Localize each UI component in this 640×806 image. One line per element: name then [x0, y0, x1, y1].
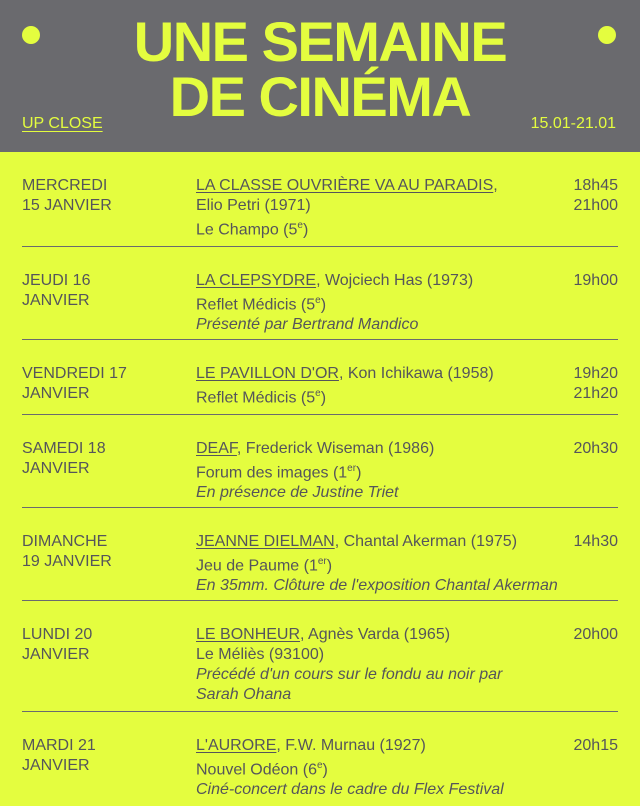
event-times — [574, 736, 619, 756]
event-note: Présenté par Bertrand Mandico — [196, 316, 419, 334]
event-venue: Forum des images (1er) — [196, 463, 362, 482]
event-list — [22, 152, 618, 806]
event-note: Sarah Ohana — [196, 686, 292, 703]
event-time: 20h15 — [573, 737, 618, 754]
event-note: Ciné-concert dans le cadre du Flex Festival — [196, 781, 504, 799]
event-day — [22, 625, 172, 665]
event-day — [22, 439, 172, 479]
event-day-line: SAMEDI 18 — [22, 440, 106, 457]
event-day-line: LUNDI 20 — [22, 626, 93, 643]
event-venue: Reflet Médicis (5e) — [196, 388, 327, 407]
event-title-line — [196, 364, 556, 384]
event-day — [22, 364, 172, 404]
event-venue: Jeu de Paume (1er) — [196, 556, 333, 575]
event-info — [196, 271, 556, 335]
film-title-link[interactable]: DEAF — [196, 440, 237, 457]
event-venue: Reflet Médicis (5e) — [196, 295, 327, 314]
event-title-line — [196, 439, 556, 459]
event-row — [22, 247, 618, 340]
event-note: Précédé d'un cours sur le fondu au noir par — [196, 666, 503, 683]
event-day-line: JANVIER — [22, 385, 90, 402]
film-director: , F.W. Murnau (1927) — [276, 737, 426, 754]
event-title-line — [196, 625, 556, 645]
event-times — [574, 364, 619, 404]
event-venue: Nouvel Odéon (6e) — [196, 760, 328, 779]
event-day-line: JANVIER — [22, 646, 90, 663]
event-info — [196, 364, 556, 408]
film-title-link[interactable]: LE PAVILLON D'OR — [196, 365, 339, 382]
event-note: En 35mm. Clôture de l'exposition Chantal Akerman — [196, 577, 558, 595]
film-title-link[interactable]: LE BONHEUR — [196, 626, 301, 643]
event-note: En présence de Justine Triet — [196, 484, 399, 502]
event-row — [22, 152, 618, 247]
event-times — [574, 625, 619, 645]
event-times — [574, 439, 619, 459]
event-info — [196, 439, 556, 503]
event-row — [22, 340, 618, 415]
date-range: 15.01-21.01 — [530, 115, 616, 132]
event-time: 18h45 — [573, 177, 618, 194]
event-time: 20h30 — [573, 440, 618, 457]
event-day-line: 19 JANVIER — [22, 553, 112, 570]
event-venue: Le Méliès (93100) — [196, 646, 325, 663]
event-times — [574, 271, 619, 291]
event-day-line: MERCREDI — [22, 177, 108, 194]
title-line-1: UNE SEMAINE — [133, 10, 507, 73]
event-time: 20h00 — [573, 626, 618, 643]
film-title-link[interactable]: LA CLEPSYDRE — [196, 272, 317, 289]
event-day-line: 15 JANVIER — [22, 197, 112, 214]
event-title-line — [196, 271, 556, 291]
event-day — [22, 271, 172, 311]
event-title-line — [196, 736, 556, 756]
film-director: , Agnès Varda (1965) — [300, 626, 451, 643]
event-row — [22, 601, 618, 712]
event-time: 21h00 — [573, 197, 618, 214]
event-info — [196, 625, 556, 705]
event-day — [22, 176, 172, 216]
film-director: , Frederick Wiseman (1986) — [236, 440, 435, 457]
event-time: 14h30 — [573, 533, 618, 550]
event-day-line: JANVIER — [22, 460, 90, 477]
event-title-line — [196, 532, 556, 552]
event-day-line: JANVIER — [22, 292, 90, 309]
event-day-line: DIMANCHE — [22, 533, 108, 550]
event-day-line: MARDI 21 — [22, 737, 96, 754]
event-info — [196, 176, 556, 240]
film-director: , — [493, 177, 498, 194]
film-director: Elio Petri (1971) — [196, 197, 311, 214]
event-venue: Le Champo (5e) — [196, 220, 309, 239]
page-title — [0, 10, 640, 128]
event-times — [574, 176, 619, 216]
event-day — [22, 532, 172, 572]
film-director: , Kon Ichikawa (1958) — [338, 365, 494, 382]
film-title-link[interactable]: LA CLASSE OUVRIÈRE VA AU PARADIS — [196, 177, 494, 194]
film-director: , Wojciech Has (1973) — [316, 272, 474, 289]
event-day-line: JEUDI 16 — [22, 272, 91, 289]
event-day-line: JANVIER — [22, 757, 90, 774]
header — [0, 0, 640, 152]
up-close-link[interactable]: UP CLOSE — [22, 115, 103, 132]
event-day-line: VENDREDI 17 — [22, 365, 127, 382]
film-director: , Chantal Akerman (1975) — [334, 533, 518, 550]
title-line-2: DE CINÉMA — [169, 65, 471, 128]
event-time: 19h00 — [573, 272, 618, 289]
event-day — [22, 736, 172, 776]
event-row — [22, 508, 618, 601]
event-times — [574, 532, 619, 552]
event-time: 19h20 — [573, 365, 618, 382]
film-title-link[interactable]: L'AURORE — [196, 737, 277, 754]
event-row — [22, 415, 618, 508]
event-title-line — [196, 176, 556, 196]
event-info — [196, 736, 556, 800]
event-time: 21h20 — [573, 385, 618, 402]
film-title-link[interactable]: JEANNE DIELMAN — [196, 533, 335, 550]
event-info — [196, 532, 556, 596]
event-row — [22, 712, 618, 806]
